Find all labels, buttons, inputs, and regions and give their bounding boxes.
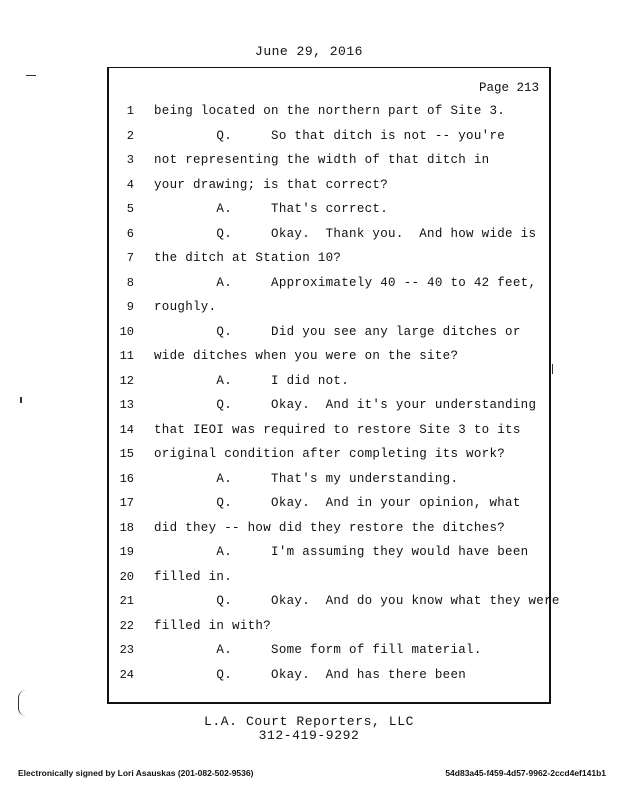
transcript-line: wide ditches when you were on the site?: [154, 349, 459, 363]
transcript-line: A. Approximately 40 -- 40 to 42 feet,: [154, 276, 537, 290]
transcript-line: being located on the northern part of Site 3.: [154, 104, 506, 118]
transcript-line: did they -- how did they restore the ditches?: [154, 521, 506, 535]
transcript-line: Q. Okay. And do you know what they were: [154, 594, 560, 608]
line-number: 17: [119, 496, 134, 510]
document-hash: 54d83a45-f459-4d57-9962-2ccd4ef141b1: [445, 768, 606, 778]
line-number: 15: [119, 447, 134, 461]
line-number: 9: [126, 300, 134, 314]
line-number: 13: [119, 398, 134, 412]
scan-speck: [20, 397, 22, 403]
transcript-line: Q. Okay. Thank you. And how wide is: [154, 227, 537, 241]
transcript-line: Q. So that ditch is not -- you're: [154, 129, 506, 143]
line-number: 22: [119, 619, 134, 633]
transcript-line: the ditch at Station 10?: [154, 251, 342, 265]
line-number: 18: [119, 521, 134, 535]
page-number: Page 213: [478, 81, 539, 95]
line-number: 3: [126, 153, 134, 167]
scan-speck: [552, 364, 553, 374]
line-number: 10: [119, 325, 134, 339]
transcript-date: June 29, 2016: [255, 44, 363, 59]
transcript-line: filled in with?: [154, 619, 272, 633]
transcript-line: A. I'm assuming they would have been: [154, 545, 529, 559]
scan-bracket-mark: [18, 690, 27, 716]
line-number: 2: [126, 129, 134, 143]
transcript-line: Q. Okay. And in your opinion, what: [154, 496, 521, 510]
transcript-line: your drawing; is that correct?: [154, 178, 389, 192]
line-number: 21: [119, 594, 134, 608]
transcript-line: roughly.: [154, 300, 217, 314]
transcript-line: Q. Okay. And has there been: [154, 668, 467, 682]
transcript-line: not representing the width of that ditch in: [154, 153, 490, 167]
line-number: 23: [119, 643, 134, 657]
line-number: 7: [126, 251, 134, 265]
court-reporter-company: L.A. Court Reporters, LLC: [203, 714, 415, 729]
transcript-line: A. That's correct.: [154, 202, 389, 216]
line-number: 24: [119, 668, 134, 682]
transcript-line: A. I did not.: [154, 374, 350, 388]
transcript-line: filled in.: [154, 570, 233, 584]
line-number: 20: [119, 570, 134, 584]
transcript-line: Q. Okay. And it's your understanding: [154, 398, 537, 412]
transcript-line: original condition after completing its work?: [154, 447, 506, 461]
transcript-line: that IEOI was required to restore Site 3 to its: [154, 423, 521, 437]
transcript-line: A. That's my understanding.: [154, 472, 459, 486]
line-number: 8: [126, 276, 134, 290]
electronic-signature-note: Electronically signed by Lori Asauskas (201-082-502-9536): [18, 768, 254, 778]
line-number: 14: [119, 423, 134, 437]
line-number: 1: [126, 104, 134, 118]
line-number: 19: [119, 545, 134, 559]
transcript-line: Q. Did you see any large ditches or: [154, 325, 521, 339]
line-number: 16: [119, 472, 134, 486]
line-number: 4: [126, 178, 134, 192]
line-number: 11: [119, 349, 134, 363]
court-reporter-phone: 312-419-9292: [258, 728, 360, 743]
line-number: 6: [126, 227, 134, 241]
line-number: 12: [119, 374, 134, 388]
scan-speck: [26, 75, 36, 76]
transcript-line: A. Some form of fill material.: [154, 643, 482, 657]
line-number: 5: [126, 202, 134, 216]
